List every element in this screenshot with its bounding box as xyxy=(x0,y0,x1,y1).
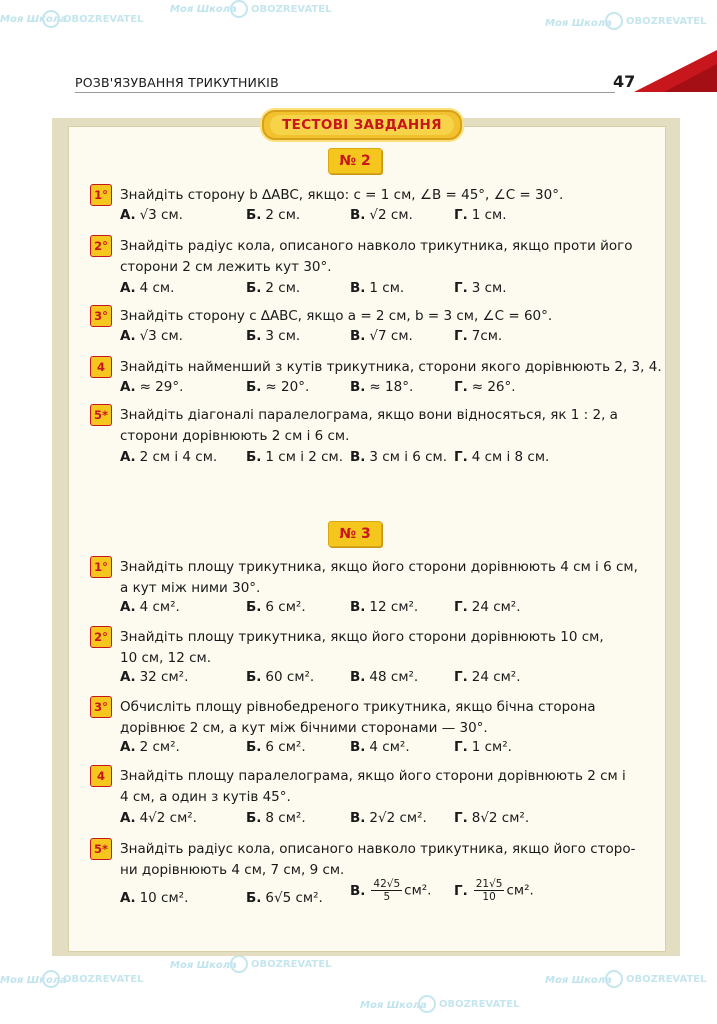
question-line: ни дорівнюють 4 см, 7 см, 9 см. xyxy=(120,862,345,878)
answer-c: В. ≈ 18°. xyxy=(350,379,414,395)
question-badge: 4 xyxy=(90,356,112,378)
answer-b: Б. 6 см². xyxy=(246,599,306,615)
watermark-school: Моя Школа xyxy=(360,1000,427,1011)
question-line: 4 см, а один з кутів 45°. xyxy=(120,789,291,805)
question-badge: 3° xyxy=(90,305,112,327)
answer-b: Б. 6 см². xyxy=(246,739,306,755)
answer-d: Г. $\frac{21√5}{10}$ см². xyxy=(454,878,534,903)
question-line: Знайдіть площу трикутника, якщо його сторони дорівнюють 4 см і 6 см, xyxy=(120,559,638,575)
answer-b: Б. ≈ 20°. xyxy=(246,379,310,395)
question-line: дорівнює 2 см, а кут між бічними сторонами — 30°. xyxy=(120,720,488,736)
question-badge: 4 xyxy=(90,765,112,787)
question-text: Знайдіть сторону c ∆ABC, якщо a = 2 см, b = 3 см, ∠C = 60°. xyxy=(120,308,553,324)
question-text xyxy=(120,627,660,669)
question-line: Знайдіть площу паралелограма, якщо його сторони дорівнюють 2 см і xyxy=(120,768,626,784)
question-line: сторони 2 см лежить кут 30°. xyxy=(120,259,332,275)
running-head-title: РОЗВ'ЯЗУВАННЯ ТРИКУТНИКІВ xyxy=(75,75,279,90)
answer-b: Б. 3 см. xyxy=(246,328,301,344)
answer-b: Б. 2 см. xyxy=(246,207,301,223)
watermark-obozrevatel: OBOZREVATEL xyxy=(42,10,143,28)
answer-b: Б. 8 см². xyxy=(246,810,306,826)
answer-c: В. √2 см. xyxy=(350,207,413,223)
answer-a: А. ≈ 29°. xyxy=(120,379,184,395)
question-text xyxy=(120,839,660,881)
question-badge: 2° xyxy=(90,626,112,648)
question-text xyxy=(120,236,660,278)
section-label-2: № 2 xyxy=(328,148,382,174)
page-number: 47 xyxy=(613,72,636,91)
answer-d: Г. 24 см². xyxy=(454,669,521,685)
watermark-obozrevatel: OBOZREVATEL xyxy=(230,955,331,973)
question-text: Знайдіть сторону b ∆ABC, якщо: c = 1 см, ∠B = 45°, ∠C = 30°. xyxy=(120,187,564,203)
question-line: Знайдіть діагоналі паралелограма, якщо вони відносяться, як 1 : 2, а xyxy=(120,407,618,423)
question-badge: 5* xyxy=(90,404,112,426)
question-line: а кут між ними 30°. xyxy=(120,580,261,596)
section-banner xyxy=(262,110,462,140)
question-text xyxy=(120,557,660,599)
answer-row xyxy=(120,810,660,832)
answer-d: Г. 3 см. xyxy=(454,280,507,296)
answer-a: А. √3 см. xyxy=(120,207,183,223)
answer-a: А. 4√2 см². xyxy=(120,810,197,826)
question-line: 10 см, 12 см. xyxy=(120,650,212,666)
watermark-obozrevatel: OBOZREVATEL xyxy=(605,970,706,988)
answer-row xyxy=(120,739,660,761)
question-line: сторони дорівнюють 2 см і 6 см. xyxy=(120,428,350,444)
answer-d: Г. ≈ 26°. xyxy=(454,379,516,395)
answer-c: В. 2√2 см². xyxy=(350,810,427,826)
answer-d: Г. 24 см². xyxy=(454,599,521,615)
answer-row xyxy=(120,207,660,229)
watermark-school: Моя Школа xyxy=(0,975,67,986)
answer-row xyxy=(120,379,660,401)
answer-a: А. √3 см. xyxy=(120,328,183,344)
answer-d: Г. 8√2 см². xyxy=(454,810,530,826)
answer-row xyxy=(120,449,660,471)
watermark-school: Моя Школа xyxy=(0,14,67,25)
question-line: Знайдіть радіус кола, описаного навколо трикутника, якщо його сторо- xyxy=(120,841,636,857)
answer-b: Б. 60 см². xyxy=(246,669,315,685)
answer-a: А. 32 см². xyxy=(120,669,189,685)
watermark-school: Моя Школа xyxy=(170,960,237,971)
corner-ribbon-icon xyxy=(634,50,717,92)
answer-a: А. 10 см². xyxy=(120,890,189,906)
answer-c: В. 3 см і 6 см. xyxy=(350,449,448,465)
question-badge: 3° xyxy=(90,696,112,718)
answer-b: Б. 6√5 см². xyxy=(246,890,323,906)
answer-row xyxy=(120,878,660,922)
answer-d: Г. 1 см. xyxy=(454,207,507,223)
question-text xyxy=(120,405,660,447)
answer-c: В. 12 см². xyxy=(350,599,419,615)
answer-c: В. 1 см. xyxy=(350,280,405,296)
question-text: Знайдіть найменший з кутів трикутника, сторони якого дорівнюють 2, 3, 4. xyxy=(120,359,662,375)
watermark-school: Моя Школа xyxy=(545,18,612,29)
watermark-school: Моя Школа xyxy=(545,975,612,986)
answer-row xyxy=(120,328,660,350)
answer-c: В. 48 см². xyxy=(350,669,419,685)
answer-c: В. 4 см². xyxy=(350,739,410,755)
page-header xyxy=(75,70,685,94)
header-rule xyxy=(75,92,615,93)
question-badge: 1° xyxy=(90,184,112,206)
answer-a: А. 2 см і 4 см. xyxy=(120,449,218,465)
banner-title: ТЕСТОВІ ЗАВДАННЯ xyxy=(282,117,442,133)
watermark-obozrevatel: OBOZREVATEL xyxy=(418,995,519,1013)
question-badge: 2° xyxy=(90,235,112,257)
answer-d: Г. 1 см². xyxy=(454,739,512,755)
question-text xyxy=(120,766,660,808)
answer-d: Г. 4 см і 8 см. xyxy=(454,449,550,465)
section-label-3: № 3 xyxy=(328,521,382,547)
question-badge: 1° xyxy=(90,556,112,578)
watermark-obozrevatel: OBOZREVATEL xyxy=(230,0,331,18)
answer-row xyxy=(120,599,660,621)
question-text xyxy=(120,697,660,739)
watermark-school: Моя Школа xyxy=(170,4,237,15)
watermark-obozrevatel: OBOZREVATEL xyxy=(605,12,706,30)
question-badge: 5* xyxy=(90,838,112,860)
answer-b: Б. 1 см і 2 см. xyxy=(246,449,344,465)
fraction: $\frac{21√5}{10}$ xyxy=(475,878,503,903)
question-line: Обчисліть площу рівнобедреного трикутника, якщо бічна сторона xyxy=(120,699,596,715)
answer-d: Г. 7см. xyxy=(454,328,503,344)
watermark-obozrevatel: OBOZREVATEL xyxy=(42,970,143,988)
answer-b: Б. 2 см. xyxy=(246,280,301,296)
answer-row xyxy=(120,669,660,691)
answer-a: А. 2 см². xyxy=(120,739,180,755)
answer-c: В. $\frac{42√5}{5}$ см². xyxy=(350,878,432,903)
answer-row xyxy=(120,280,660,302)
answer-a: А. 4 см². xyxy=(120,599,180,615)
fraction: $\frac{42√5}{5}$ xyxy=(373,878,401,903)
question-line: Знайдіть площу трикутника, якщо його сторони дорівнюють 10 см, xyxy=(120,629,604,645)
answer-a: А. 4 см. xyxy=(120,280,175,296)
answer-c: В. √7 см. xyxy=(350,328,413,344)
question-line: Знайдіть радіус кола, описаного навколо трикутника, якщо проти його xyxy=(120,238,633,254)
